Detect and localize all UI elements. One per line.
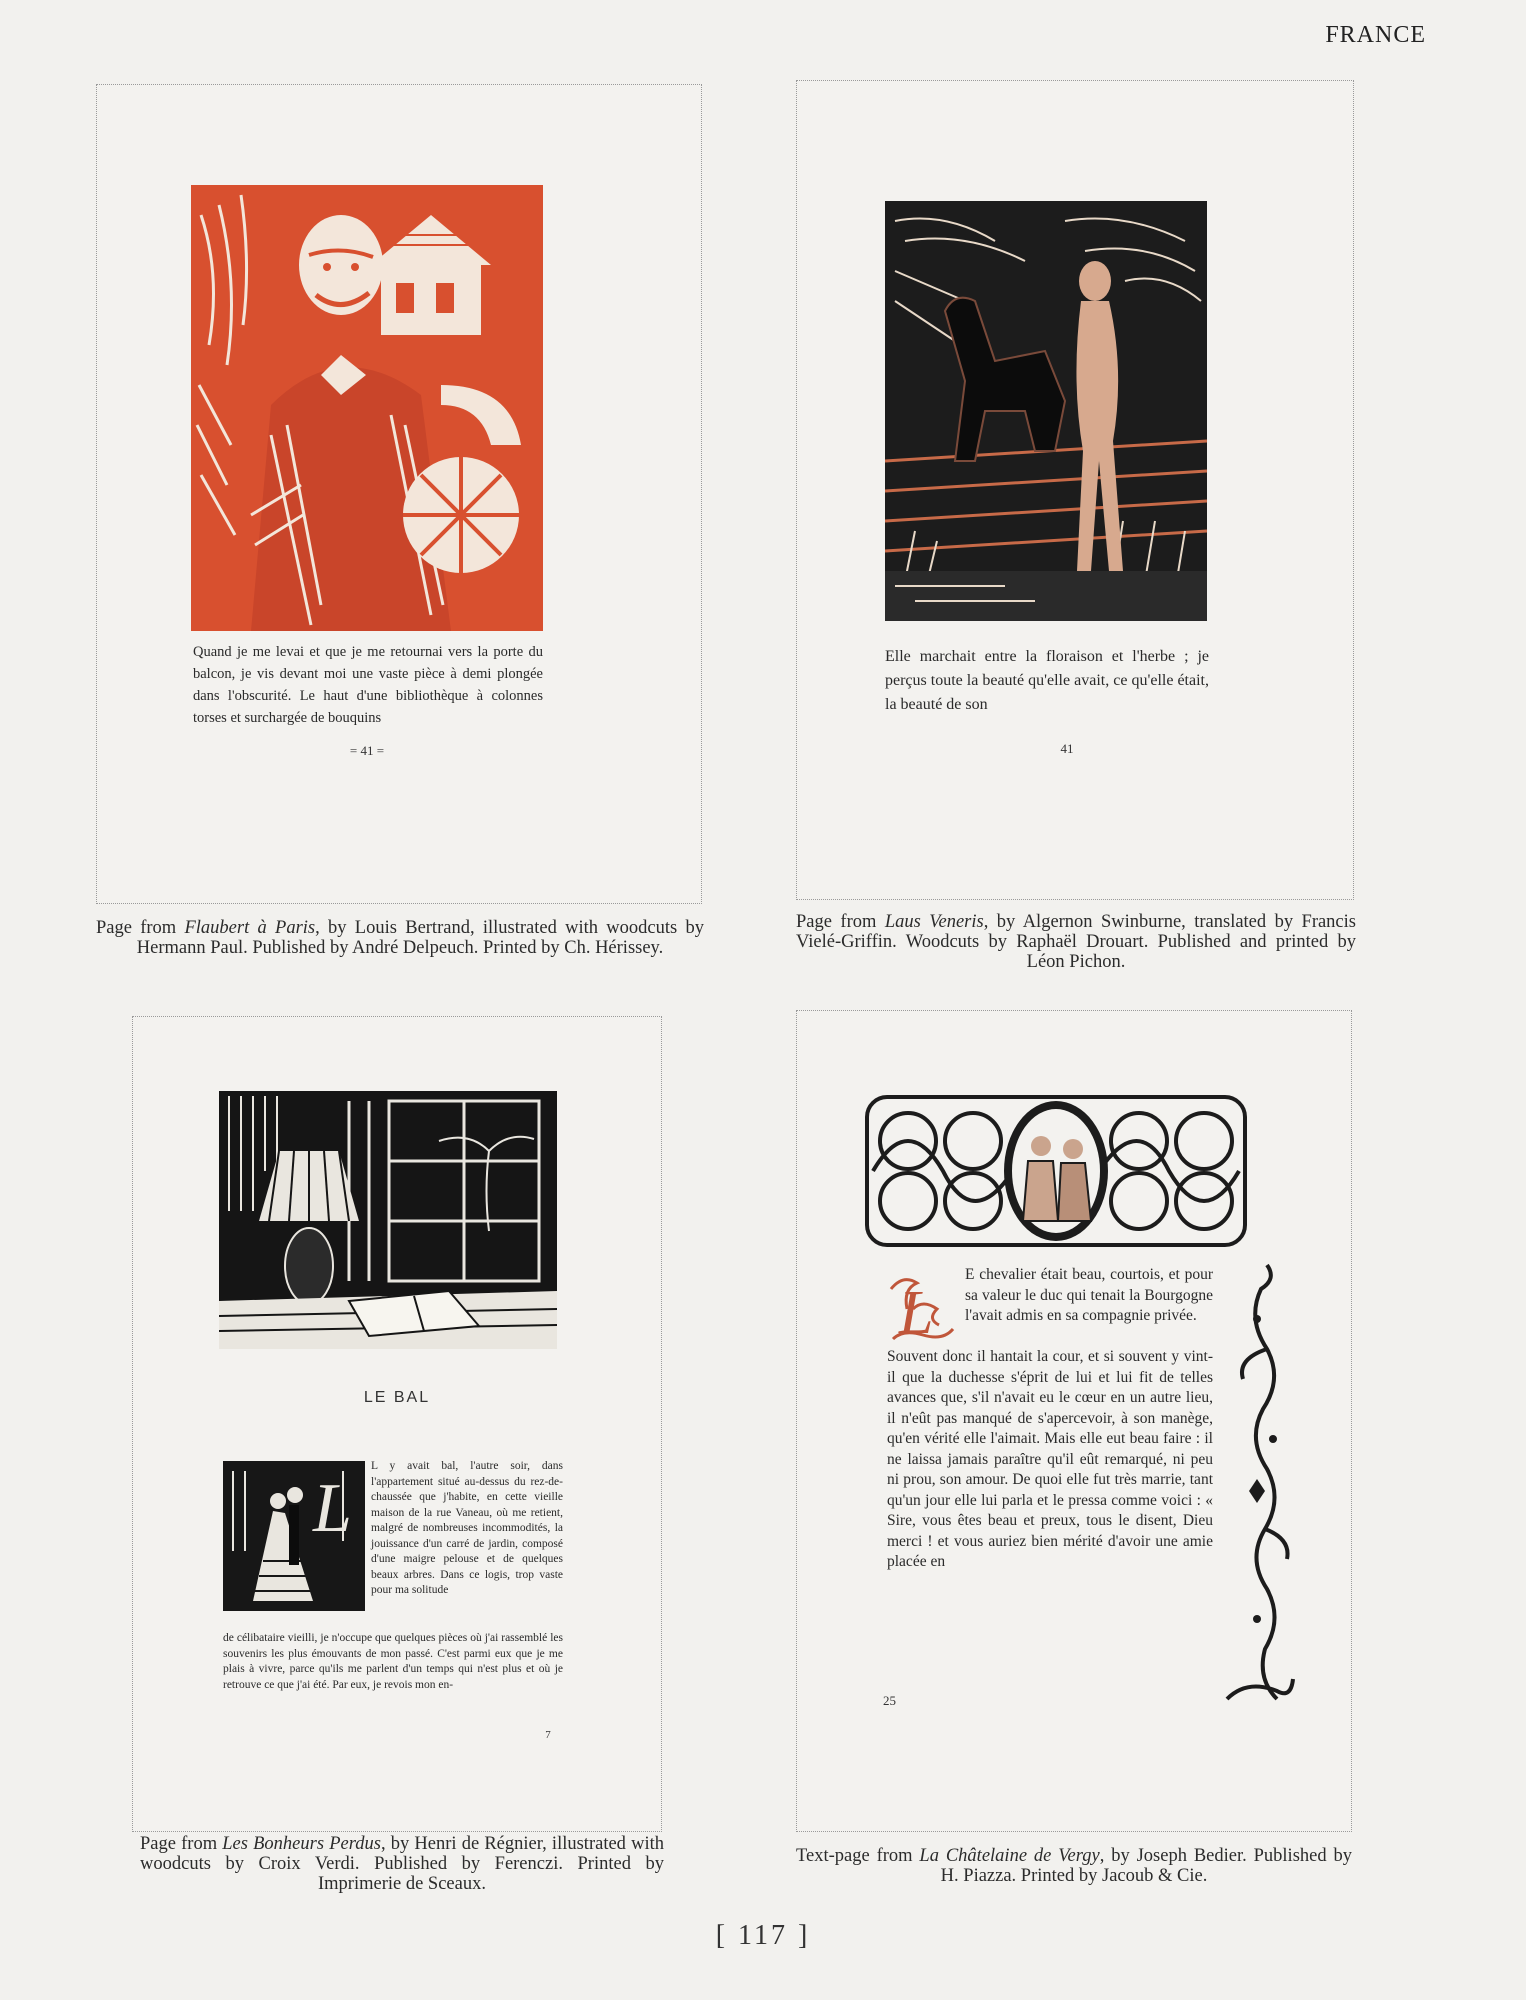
drop-cap-letter: L [899, 1279, 934, 1347]
woodcut-dancers [223, 1461, 365, 1611]
svg-text:L: L [313, 1470, 352, 1547]
drop-cap-initial [883, 1269, 959, 1349]
caption-pre: Page from [796, 912, 885, 932]
panel-text-beside: L y avait bal, l'autre soir, dans l'appartement situé au-dessus du rez-de-chaussée que j'habite, en cette vieille maison de la rue Vaneau, où me retient, malgré de nombreuses incommodités, la jouissance d'un carré de jardin, composé d'une maigre pelouse et de quelques beaux arbres. Dans ce logis, trop vaste pour ma solitude [371, 1460, 563, 1596]
ornament-side-border [1217, 1259, 1297, 1709]
page-number: 25 [883, 1693, 896, 1708]
panel-text: Quand je me levai et que je me retournai vers la porte du balcon, je vis devant moi une vaste pièce à demi plongée dans l'obscurité. Le haut d'une bibliothèque à colonnes torses et surchargée de bouquins [193, 644, 543, 726]
panel-flaubert [96, 84, 702, 904]
panel-text-below: Souvent donc il hantait la cour, et si souvent y vint-il que la duchesse s'éprit de lui et lui fit de telles avances que, s'il n'avait eu le cœur en un autre lieu, il n'eût pas manqué de s'apercevoir, à son manège, qu'en vérité elle l'aimait. Mais elle eut beau faire : il ne laissa jamais paraître qu'il eût remarqué, ni peu ni prou, son amour. De quoi elle fut très marrie, tant qu'un jour elle lui parla et le pressa comme voici : « Sire, vous êtes beau et preux, tous le disent, Dieu merci ! et vous auriez bien mérité d'avoir une amie placée en [887, 1348, 1213, 1570]
section-header: FRANCE [1325, 22, 1426, 48]
woodcut-flaubert-portrait [191, 185, 543, 631]
panel-text-beside: E chevalier était beau, courtois, et pour sa valeur le duc qui tenait la Bourgogne l'avait admis en sa compagnie privée. [965, 1266, 1213, 1324]
caption-post: , by Algernon Swinburne, translated by Francis Vielé-Griffin. Woodcuts by Raphaël Drouart. Published and printed by Léon Pichon. [796, 912, 1356, 972]
caption-pre: Page from [140, 1834, 223, 1854]
page-number: 7 [545, 1729, 551, 1741]
caption-laus-veneris [796, 912, 1356, 972]
woodcut-lamp-window [219, 1091, 557, 1349]
caption-title: Les Bonheurs Perdus [222, 1834, 381, 1854]
caption-title: Laus Veneris [884, 912, 984, 932]
chapter-heading: LE BAL [363, 1389, 431, 1406]
panel-text: Elle marchait entre la floraison et l'herbe ; je perçus toute la beauté qu'elle avait, ce qu'elle était, la beauté de son [885, 648, 1209, 713]
caption-post: , by Louis Bertrand, illustrated with woodcuts by Hermann Paul. Published by André Delpeuch. Printed by Ch. Hérissey. [136, 918, 704, 958]
caption-bonheurs-perdus [140, 1834, 664, 1894]
caption-post: , by Henri de Régnier, illustrated with woodcuts by Croix Verdi. Published by Ferenczi. Printed by Imprimerie de Sceaux. [140, 1834, 664, 1894]
caption-title: Flaubert à Paris [184, 918, 316, 938]
page-number: 41 [1060, 741, 1074, 756]
caption-flaubert [96, 918, 704, 958]
panel-text-below: de célibataire vieilli, je n'occupe que quelques pièces où j'ai rassemblé les souvenirs les plus émouvants de mon passé. C'est parmi eux que je me plais à vivre, parce qu'ils me parlent d'un temps qui n'est plus et où je retrouve ce que j'ai été. Par eux, je revois mon en- [223, 1632, 563, 1691]
panel-laus-veneris [796, 80, 1354, 900]
caption-pre: Page from [96, 918, 185, 938]
page-folio: [ 117 ] [715, 1920, 811, 1951]
ornament-headpiece [863, 1091, 1249, 1251]
panel-chatelaine-vergy [796, 1010, 1352, 1832]
woodcut-laus-veneris [885, 201, 1207, 621]
caption-pre: Text-page from [796, 1846, 920, 1866]
caption-post: , by Joseph Bedier. Published by H. Piazza. Printed by Jacoub & Cie. [940, 1846, 1352, 1886]
caption-title: La Châtelaine de Vergy [919, 1846, 1100, 1866]
page-number: = 41 = [349, 743, 385, 758]
caption-chatelaine-vergy [796, 1846, 1352, 1886]
panel-bonheurs-perdus [132, 1016, 662, 1832]
